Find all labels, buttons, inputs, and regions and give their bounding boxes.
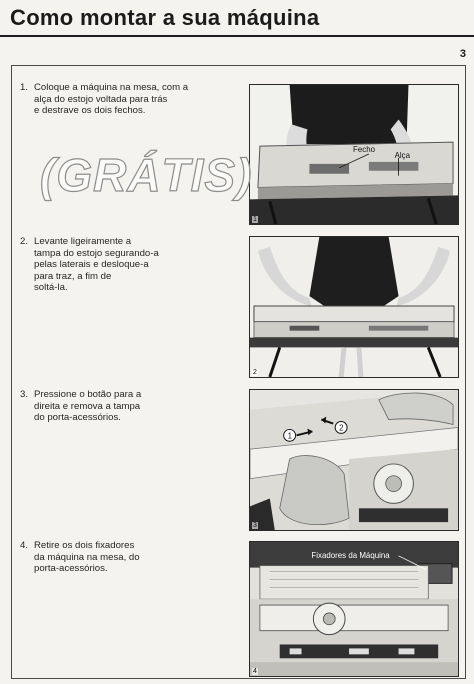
step-4-line: da máquina na mesa, do [34,551,140,563]
callout-fixadores: Fixadores da Máquina [311,550,390,560]
figure-1-photo [249,84,459,225]
step-4-text [20,540,220,575]
callout-2: 2 [339,423,344,433]
step-1-number: 1. [20,82,29,93]
step-2-line: para traz, a fim de [34,270,112,282]
step-3-line: Pressione o botão para a [34,389,142,400]
step-2-line: tampa do estojo segurando-a [34,247,159,259]
step-2-line: Levante ligeiramente a [34,236,132,247]
step-3-line: direita e remova a tampa [34,400,141,412]
step-3-text [20,389,220,424]
page-title: Como montar a sua máquina [10,5,320,30]
step-2-text [20,236,220,294]
figure-3-number: 3 [253,522,257,529]
title-rule [0,35,474,37]
figure-4-number: 4 [253,668,257,675]
figure-2-number: 2 [253,369,257,376]
callout-1: 1 [287,431,293,441]
step-1-line: Coloque a máquina na mesa, com a [34,82,189,93]
step-2-line: pelas laterais e desloque-a [34,259,149,271]
figure-2-photo [249,236,459,378]
step-1-text [20,82,220,117]
step-1-line: e destrave os dois fechos. [34,105,146,117]
callout-fecho: Fecho [353,145,375,155]
step-2-number: 2. [20,236,29,247]
page-number: 3 [459,48,466,60]
step-4-line: Retire os dois fixadores [34,540,135,551]
step-3-number: 3. [20,389,29,400]
watermark: (GRÁTIS) [40,149,253,201]
step-3-line: do porta-acessórios. [34,412,121,424]
step-4-number: 4. [20,540,29,551]
callout-alca: Alça [394,150,411,160]
figure-3-photo [249,389,459,531]
step-4-line: porta-acessórios. [34,563,108,575]
figure-4-photo [249,541,459,677]
figure-1-number: 1 [253,216,257,223]
step-1-line: alça do estojo voltada para trás [34,93,168,105]
step-2-line: soltá-la. [34,282,68,294]
